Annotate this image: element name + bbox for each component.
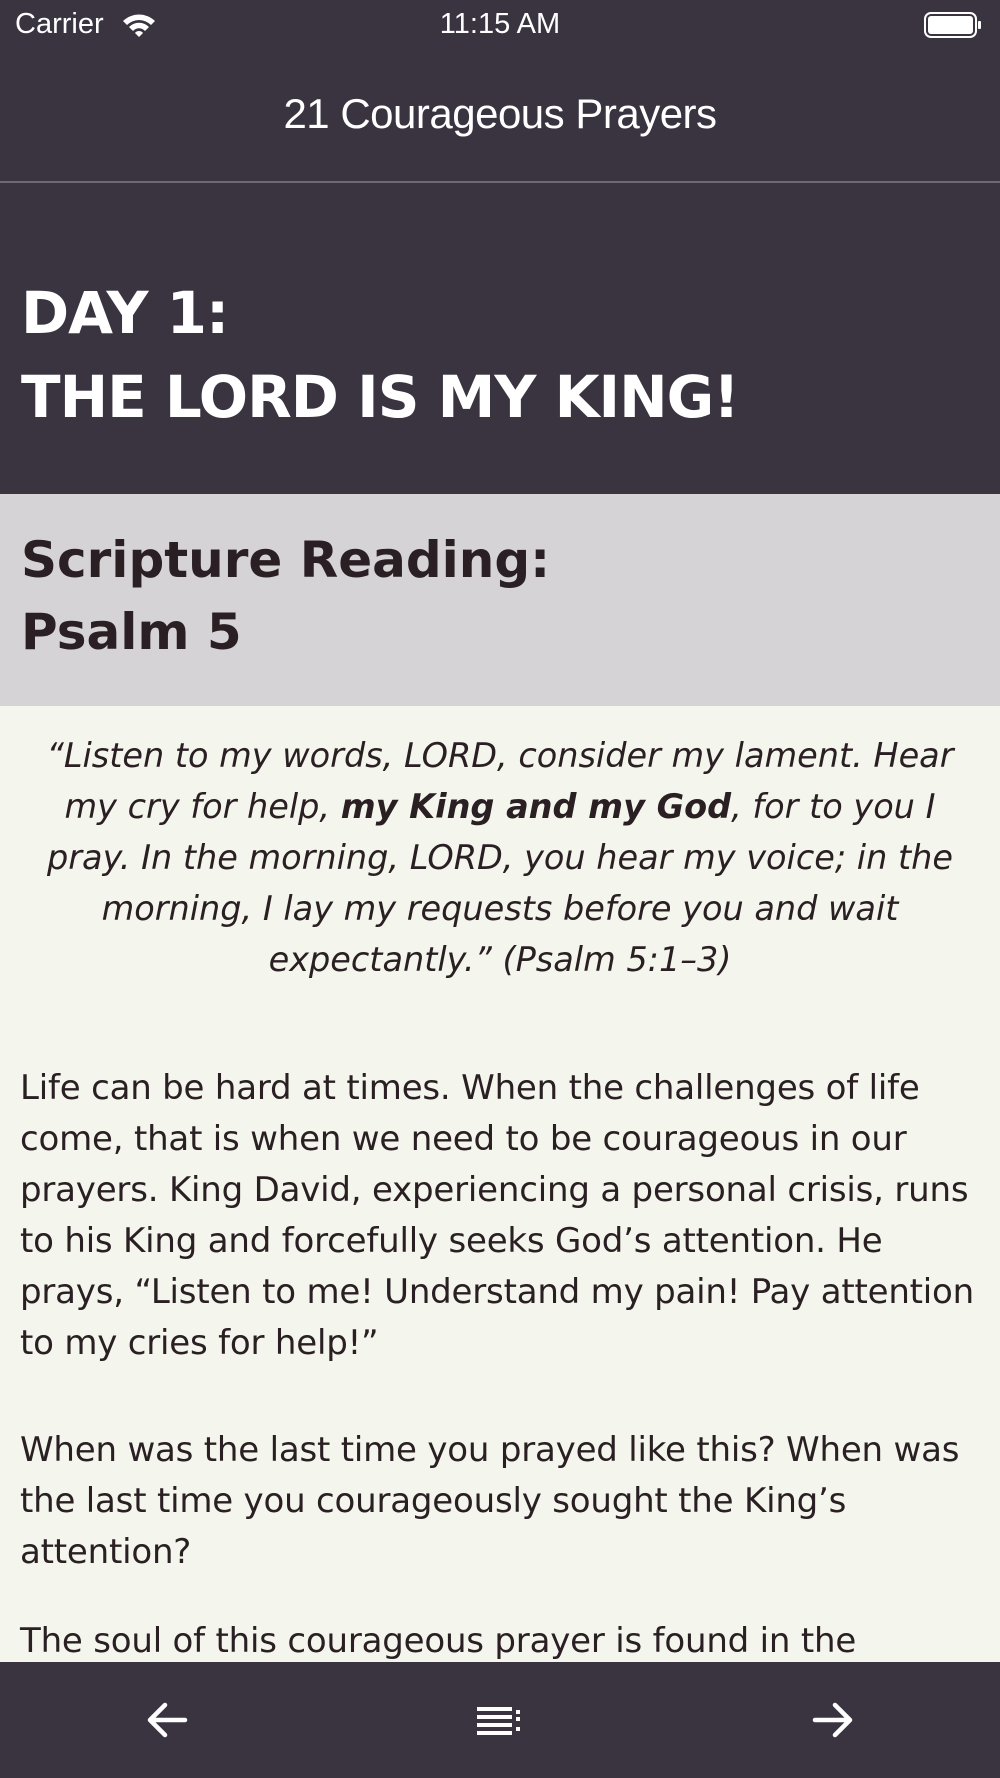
day-header <box>0 183 1000 494</box>
paragraph-1: Life can be hard at times. When the challenges of life come, that is when we need to be courageous in our prayers. King David, experiencing a personal crisis, runs to his King and forcefully seeks God’s attention. He prays, “Listen to me! Understand my pain! Pay attention to my cries for help!” <box>20 1068 974 1363</box>
scripture-reading-box <box>0 494 1000 706</box>
list-icon <box>475 1696 523 1744</box>
arrow-right-icon <box>809 1696 857 1744</box>
scripture-quote <box>18 730 982 985</box>
contents-button[interactable] <box>463 1684 535 1756</box>
previous-day-button[interactable] <box>131 1684 203 1756</box>
carrier-label: Carrier <box>15 8 104 40</box>
devotional-content[interactable] <box>0 706 1000 1662</box>
nav-title: 21 Courageous Prayers <box>283 90 717 137</box>
paragraph-2: When was the last time you prayed like this? When was the last time you courageously sought the King’s attention? <box>20 1430 960 1572</box>
scripture-title-line2: Psalm 5 <box>21 603 242 661</box>
paragraph-3: The soul of this courageous prayer is found in the <box>20 1621 857 1661</box>
quote-part2: , for to you I pray. In the morning, LORD, you hear my voice; in the morning, I lay my requests before you and wait expectantly.” (Psalm 5:1–3) <box>47 787 953 979</box>
quote-part1: “Listen to my words, LORD, consider my lament. Hear my cry for help, <box>46 736 954 826</box>
scripture-title <box>21 524 550 668</box>
status-time: 11:15 AM <box>439 8 561 40</box>
status-bar <box>0 0 1000 50</box>
navigation-bar <box>0 50 1000 183</box>
day-title <box>21 271 739 439</box>
bottom-toolbar <box>0 1662 1000 1778</box>
next-day-button[interactable] <box>797 1684 869 1756</box>
quote-emphasis: my King and my God <box>340 787 732 826</box>
day-title-line1: DAY 1: <box>21 279 229 347</box>
scripture-title-line1: Scripture Reading: <box>21 531 551 589</box>
day-title-line2: THE LORD IS MY KING! <box>21 363 739 431</box>
arrow-left-icon <box>143 1696 191 1744</box>
battery-icon <box>924 12 982 38</box>
